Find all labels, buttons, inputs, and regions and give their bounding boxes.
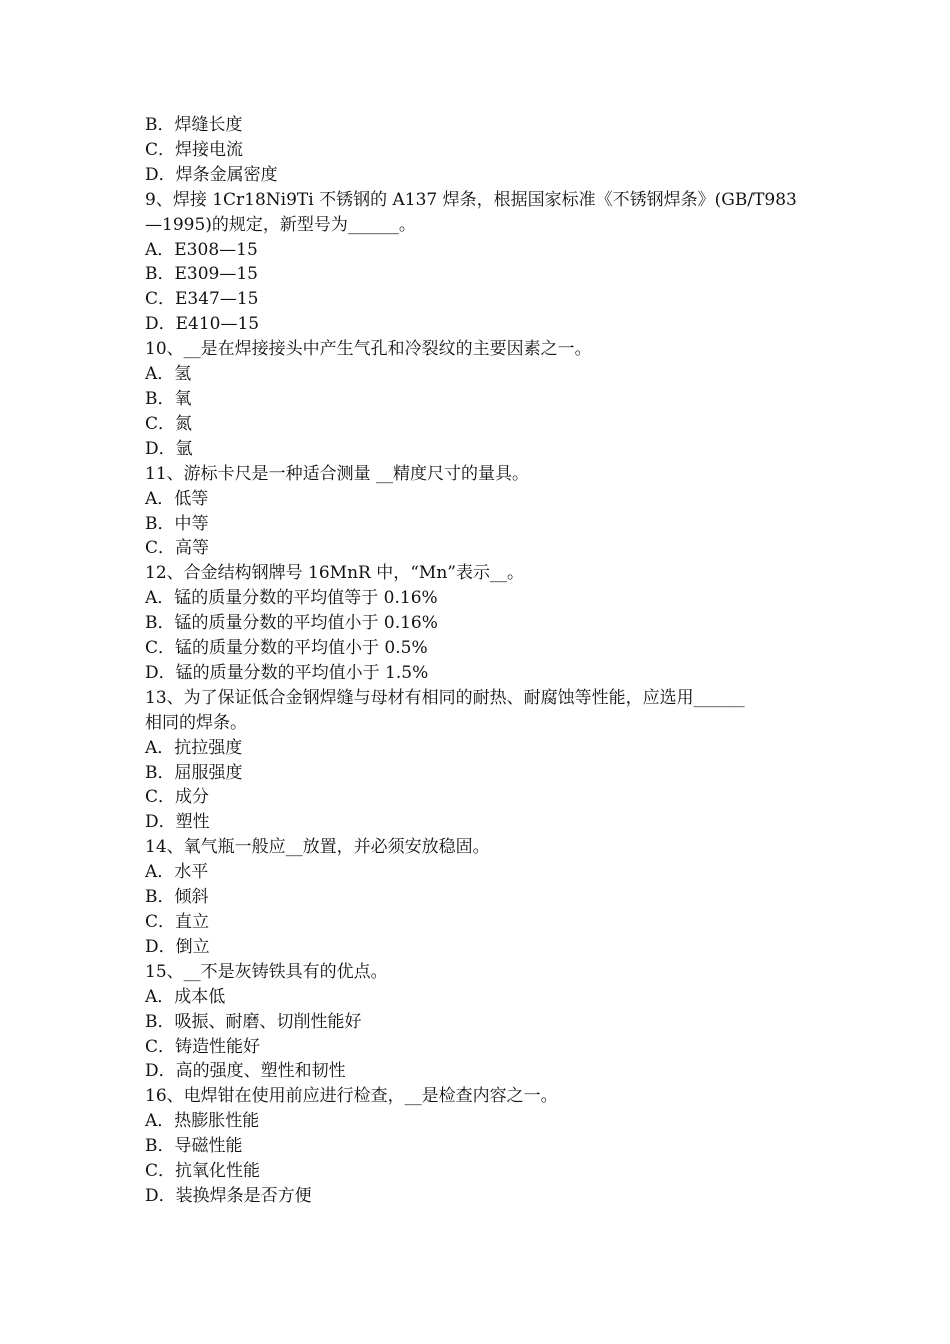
option-line: C．铸造性能好 [145, 1036, 261, 1057]
option-line: D．倒立 [145, 936, 210, 957]
option-line: C．成分 [145, 787, 210, 808]
option-line: A．低等 [145, 488, 209, 509]
option-line: A．热膨胀性能 [145, 1111, 260, 1132]
question-line: 9、焊接 1Cr18Ni9Ti 不锈钢的 A137 焊条，根据国家标准《不锈钢焊条》(GB/T983 [145, 189, 797, 210]
option-line: C．氮 [145, 413, 193, 434]
question-line: 15、__不是灰铸铁具有的优点。 [145, 961, 388, 982]
question-line: 11、游标卡尺是一种适合测量 __精度尺寸的量具。 [145, 463, 530, 484]
option-line: D．锰的质量分数的平均值小于 1.5% [145, 662, 429, 683]
option-line: B．吸振、耐磨、切削性能好 [145, 1011, 362, 1032]
option-line: C．锰的质量分数的平均值小于 0.5% [145, 638, 428, 659]
option-line: D．氩 [145, 438, 193, 459]
option-line: B．屈服强度 [145, 762, 243, 783]
option-line: A．氢 [145, 364, 192, 385]
option-line: D．焊条金属密度 [145, 164, 278, 185]
option-line: A．水平 [145, 862, 209, 883]
question-line: 13、为了保证低合金钢焊缝与母材有相同的耐热、耐腐蚀等性能，应选用______ [145, 687, 745, 708]
option-line: B．导磁性能 [145, 1136, 243, 1157]
question-line: —1995)的规定，新型号为______。 [145, 214, 416, 235]
question-line: 16、电焊钳在使用前应进行检查，__是检查内容之一。 [145, 1086, 558, 1107]
option-line: C．焊接电流 [145, 139, 244, 160]
option-line: D．装换焊条是否方便 [145, 1185, 312, 1206]
option-line: C．抗氧化性能 [145, 1161, 261, 1182]
option-line: D．E410—15 [145, 314, 260, 335]
option-line: B．氧 [145, 388, 192, 409]
option-line: D．高的强度、塑性和韧性 [145, 1061, 346, 1082]
option-line: A．锰的质量分数的平均值等于 0.16% [145, 588, 438, 609]
option-line: B．倾斜 [145, 887, 209, 908]
question-line: 12、合金结构钢牌号 16MnR 中，“Mn”表示__。 [145, 563, 524, 584]
option-line: C．E347—15 [145, 289, 259, 310]
option-line: C．高等 [145, 538, 210, 559]
question-line: 14、氧气瓶一般应__放置，并必须安放稳固。 [145, 837, 490, 858]
option-line: B．E309—15 [145, 264, 258, 285]
option-line: A．抗拉强度 [145, 737, 243, 758]
question-line: 10、__是在焊接接头中产生气孔和冷裂纹的主要因素之一。 [145, 339, 592, 360]
option-line: D．塑性 [145, 812, 210, 833]
document-page [145, 113, 815, 1209]
option-line: A．成本低 [145, 986, 226, 1007]
option-line: B．焊缝长度 [145, 115, 243, 135]
option-line: A．E308—15 [145, 239, 258, 260]
option-line: B．中等 [145, 513, 209, 534]
option-line: B．锰的质量分数的平均值小于 0.16% [145, 613, 438, 634]
question-line: 相同的焊条。 [145, 712, 247, 733]
option-line: C．直立 [145, 912, 210, 932]
